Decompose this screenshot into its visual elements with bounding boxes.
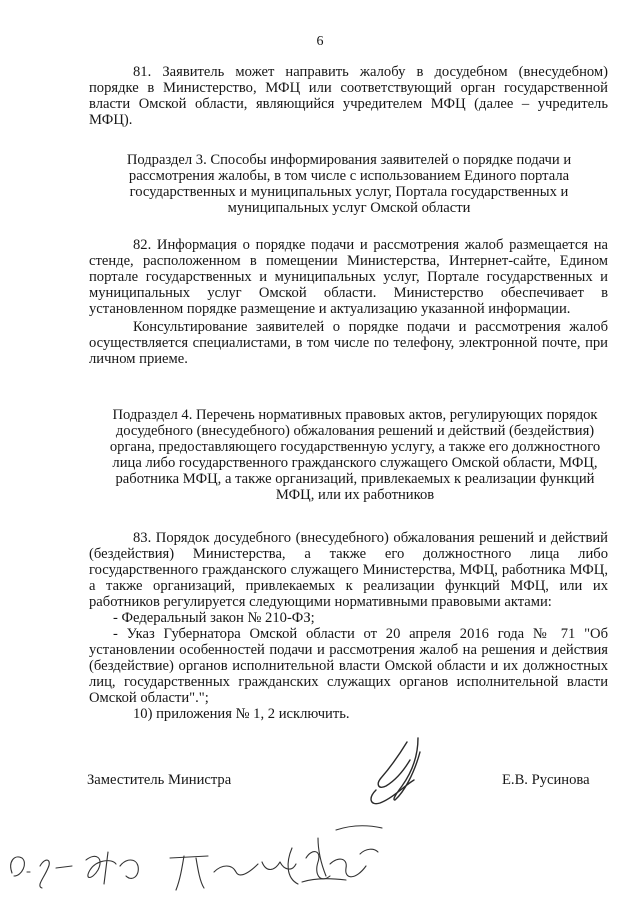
paragraph-81-text: 81. Заявитель может направить жалобу в досудебном (внесудебном) порядке в Министерство, МФЦ или соответствующий орган государственной власти Омской области, являющийся учредителем МФЦ (далее – учредитель МФЦ). <box>89 64 608 128</box>
signer-name: Е.В. Русинова <box>502 772 590 788</box>
page-number: 6 <box>316 34 324 49</box>
paragraph-83-text: 83. Порядок досудебного (внесудебного) обжалования решений и действий (бездействия) Министерства, а также его должностного лица либо государственного гражданского служащего Министерства, МФЦ, работника МФЦ, а также организаций, привлекаемых к реализации функций МФЦ, или их работников регулируется следующими нормативными правовыми актами: <box>89 530 608 610</box>
subsection-4-heading <box>96 407 614 503</box>
subsection-3-text: Подраздел 3. Способы информирования заявителей о порядке подачи и рассмотрения жалобы, в том числе с использованием Единого портала государственных и муниципальных услуг, Портала государственных и муниципальных услуг Омской области <box>126 152 572 216</box>
approval-initials-mark <box>11 826 382 890</box>
main-signature-mark <box>371 738 420 804</box>
paragraph-82-consultation: Консультирование заявителей о порядке подачи и рассмотрения жалоб осуществляется специалистами, в том числе по телефону, электронной почте, при личном приеме. <box>89 319 608 367</box>
paragraph-83 <box>89 530 608 722</box>
paragraph-82-text: 82. Информация о порядке подачи и рассмотрения жалоб размещается на стенде, расположенном в помещении Министерства, Интернет-сайте, Едином портале государственных и муниципальных услуг, Портале государственных и муниципальных услуг Омской области. Министерство обеспечивает в установленном порядке размещение и актуализацию указанной информации. <box>89 237 608 317</box>
law-item-1: - Федеральный закон № 210-ФЗ; <box>113 610 315 626</box>
subsection-3-heading <box>110 152 588 216</box>
signer-position: Заместитель Министра <box>87 772 232 788</box>
paragraph-81 <box>89 64 608 128</box>
item-10: 10) приложения № 1, 2 исключить. <box>133 706 350 722</box>
law-item-2: - Указ Губернатора Омской области от 20 апреля 2016 года № 71 "Об установлении особенностей подачи и рассмотрения жалоб на решения и действия (бездействие) органов исполнительной власти Омской области и их должностных лиц, государственных гражданских служащих органов исполнительной власти Омской области"."; <box>89 626 608 706</box>
paragraph-82 <box>89 237 608 367</box>
subsection-4-text: Подраздел 4. Перечень нормативных правовых актов, регулирующих порядок досудебного (внесудебного) обжалования решений и действий (бездействия) органа, предоставляющего государственную услугу, а также его должностного лица либо государственного гражданского служащего Омской области, МФЦ, работника МФЦ, а также организаций, привлекаемых к реализации функций МФЦ, или их работников <box>109 407 601 503</box>
